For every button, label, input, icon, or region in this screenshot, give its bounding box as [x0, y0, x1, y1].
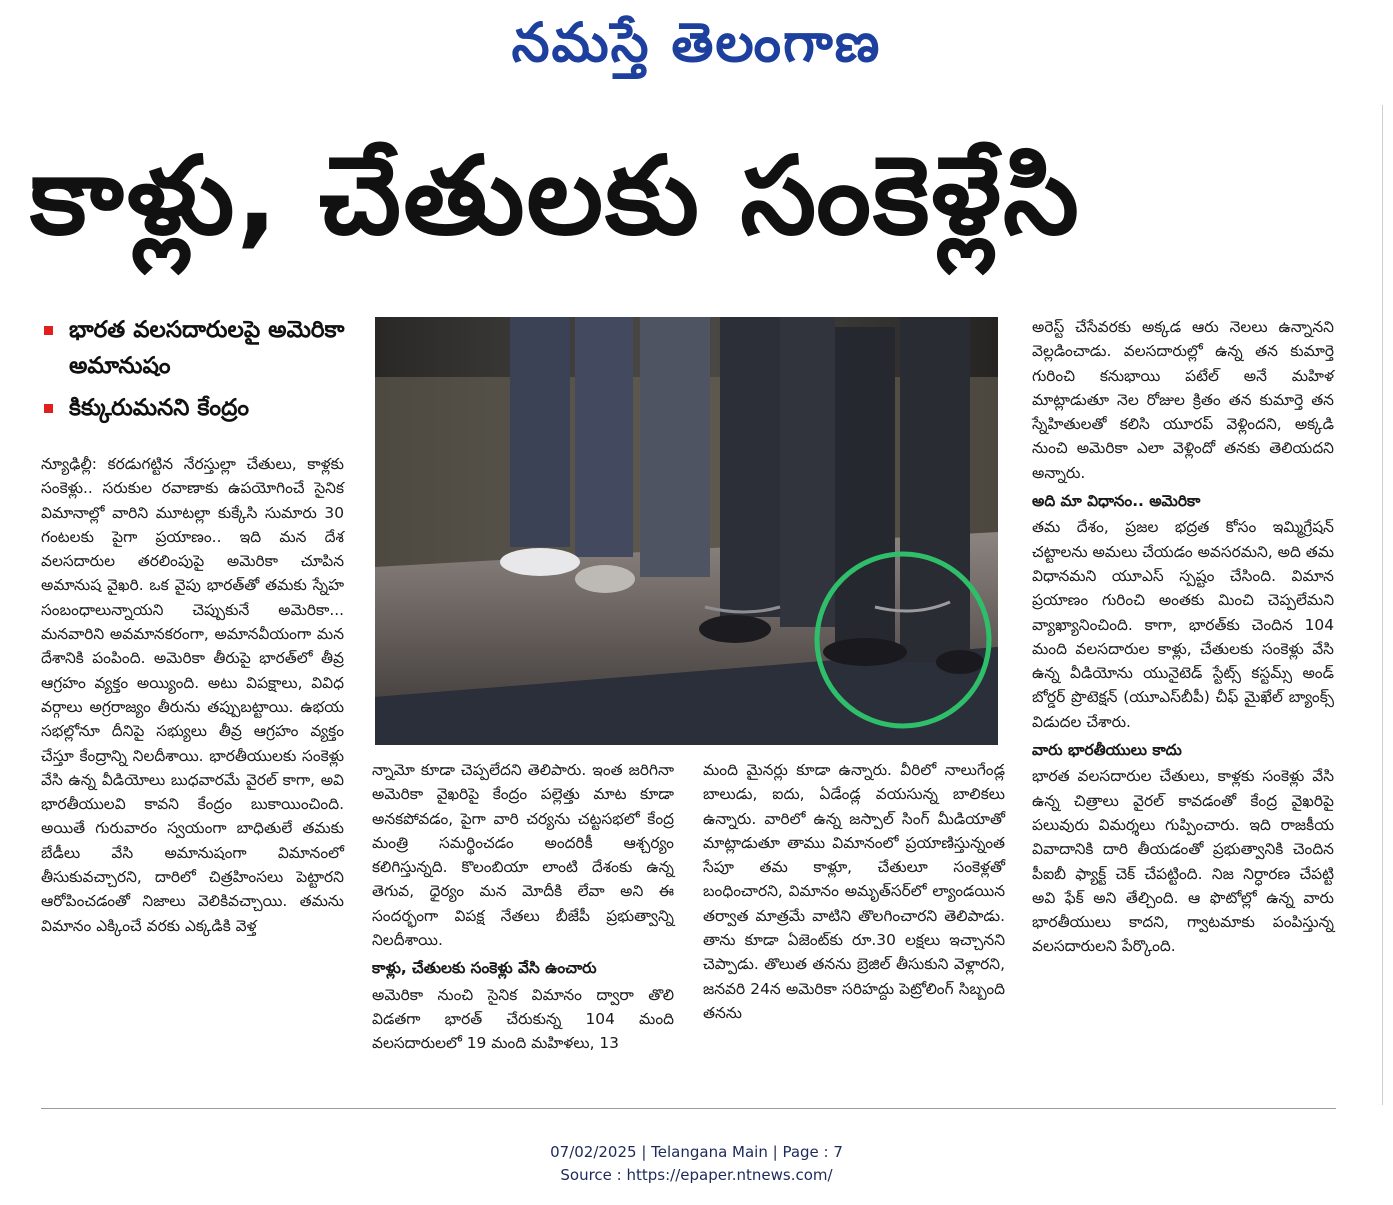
article-subhead: వారు భారతీయులు కాదు — [1032, 741, 1182, 760]
footer-date-page: 07/02/2025 | Telangana Main | Page : 7 — [550, 1143, 843, 1161]
footer-divider — [41, 1108, 1336, 1109]
article-column-1 — [41, 452, 344, 938]
bullet-square-icon — [44, 404, 53, 413]
masthead-logo: నమస్తే తెలంగాణ — [511, 10, 882, 74]
article-paragraph: తమ దేశం, ప్రజల భద్రత కోసం ఇమ్మిగ్రేషన్ చట్టాలను అమలు చేయడం అవసరమని, అది తమ విధానమని యూఎస్ స్పష్టం చేసింది. విమాన ప్రయాణం గురించి అంతకు మించి చెప్పలేమని వ్యాఖ్యానించింది. కాగా, భారత్‌కు చెందిన 104 మంది వలసదారుల కాళ్లు, చేతులకు సంకెళ్లు వేసి ఉన్న వీడియోను యునైటెడ్ స్టేట్స్ కస్టమ్స్ అండ్ బోర్డర్ ప్రొటెక్షన్ (యూఎస్‌బీపీ) చీఫ్ మైఖేల్ బ్యాంక్స్ విడుదల చేశారు. — [1032, 518, 1334, 731]
scrollbar[interactable] — [1382, 105, 1389, 1105]
article-column-4 — [1032, 315, 1334, 959]
footer-source-link[interactable]: Source : https://epaper.ntnews.com/ — [560, 1166, 833, 1184]
article-paragraph: భారత వలసదారుల చేతులు, కాళ్లకు సంకెళ్లు వేసి ఉన్న చిత్రాలు వైరల్ కావడంతో కేంద్ర వైఖరిపై పలువురు విమర్శలు గుప్పించారు. ఇది రాజకీయ వివాదానికి దారి తీయడంతో ప్రభుత్వానికి చెందిన పీఐబీ ఫ్యాక్ట్ చెక్ చేపట్టింది. నిజ నిర్ధారణ చేపట్టి అవి ఫేక్ అని తేల్చింది. ఆ ఫొటోల్లో ఉన్న వారు భారతీయులు కాదని, గ్వాటమాకు పంపిస్తున్న వలసదారులని పేర్కొంది. — [1032, 767, 1334, 956]
bullet-list — [40, 312, 350, 432]
article-paragraph: న్నామో కూడా చెప్పలేదని తెలిపారు. ఇంత జరిగినా అమెరికా వైఖరిపై కేంద్రం పల్లెత్తు మాట కూడా అనకపోవడం, పైగా వారి చర్యను చట్టసభలో కేంద్ర మంత్రి సమర్థించడం అందరికీ ఆశ్చర్యం కలిగిస్తున్నది. కొలంబియా లాంటి దేశంకు ఉన్న తెగువ, ధైర్యం మన మోదీకి లేవా అని ఈ సందర్భంగా విపక్ష నేతలు బీజేపీ ప్రభుత్వాన్ని నిలదీశాయి. — [372, 761, 674, 950]
article-paragraph: న్యూఢిల్లీ: కరడుగట్టిన నేరస్తుల్లా చేతులు, కాళ్లకు సంకెళ్లు.. సరుకుల రవాణాకు ఉపయోగించే సైనిక విమానాల్లో వారిని మూటల్లా కుక్కేసి సుమారు 30 గంటలకు పైగా ప్రయాణం.. ఇది మన దేశ వలసదారుల తరలింపుపై అమెరికా చూపిన అమానుష వైఖరి. ఒక వైపు భారత్‌తో తమకు స్నేహ సంబంధాలున్నాయని చెప్పుకునే అమెరికా... మనవారిని అవమానకరంగా, అమానవీయంగా మన దేశానికి పంపింది. అమెరికా తీరుపై భారత్‌లో తీవ్ర ఆగ్రహం వ్యక్తం అయ్యింది. అటు విపక్షాలు, వివిధ వర్గాలు అగ్రరాజ్యం తీరును తప్పుబట్టాయి. ఉభయ సభల్లోనూ దీనిపై సభ్యులు తీవ్ర ఆగ్రహం వ్యక్తం చేస్తూ కేంద్రాన్ని నిలదీశాయి. భారతీయులకు సంకెళ్లు వేసి ఉన్న వీడియోలు బుధవారమే వైరల్ కాగా, అవి భారతీయులవి కావని కేంద్రం బుకాయించింది. అయితే గురువారం స్వయంగా బాధితులే తమకు బేడీలు వేసి అమానుషంగా విమానంలో తీసుకువచ్చారని, దారిలో చిత్రహింసలు పెట్టారని ఆరోపించడంతో నిజాలు వెలికివచ్చాయి. తమను విమానం ఎక్కించే వరకు ఎక్కడికి వెళ్త — [41, 455, 344, 935]
shackled-legs-photo — [375, 317, 998, 745]
bullet-square-icon — [44, 326, 53, 335]
article-column-3 — [703, 758, 1005, 1025]
article-paragraph: అమెరికా నుంచి సైనిక విమానం ద్వారా తొలి విడతగా భారత్ చేరుకున్న 104 మంది వలసదారులలో 19 మంది మహిళలు, 13 — [372, 985, 674, 1053]
article-column-2 — [372, 758, 674, 1056]
bullet-text: భారత వలసదారులపై అమెరికా అమానుషం — [69, 317, 345, 379]
headline: కాళ్లు, చేతులకు సంకెళ్లేసి — [30, 134, 1081, 259]
article-paragraph: అరెస్ట్ చేసేవరకు అక్కడ ఆరు నెలలు ఉన్నానని వెల్లడించాడు. వలసదారుల్లో ఉన్న తన కుమార్తె గురించి కనుభాయి పటేల్ అనే మహిళ మాట్లాడుతూ నెల రోజుల క్రితం తన కుమార్తె తన స్నేహితులతో కలిసి యూరప్ వెళ్లిందని, అక్కడి నుంచి అమెరికా ఎలా వెళ్లిందో తనకు తెలియదని అన్నారు. — [1032, 318, 1334, 482]
bullet-text: కిక్కురుమనని కేంద్రం — [69, 395, 249, 421]
article-subhead: కాళ్లు, చేతులకు సంకెళ్లు వేసి ఉంచారు — [372, 959, 597, 978]
article-paragraph: మంది మైనర్లు కూడా ఉన్నారు. వీరిలో నాలుగేండ్ల బాలుడు, ఐదు, ఏడేండ్ల వయసున్న బాలికలు ఉన్నారు. వారిలో ఉన్న జస్పాల్ సింగ్ మీడియాతో మాట్లాడుతూ తాము విమానంలో ప్రయాణిస్తున్నంత సేపూ తమ కాళ్లూ, చేతులూ సంకెళ్లతో బంధించారని, విమానం అమృత్‌సర్‌లో ల్యాండయిన తర్వాత మాత్రమే వాటిని తొలగించారని తెలిపాడు. తాను కూడా ఏజెంట్‌కు రూ.30 లక్షలు ఇచ్చానని చెప్పాడు. తొలుత తనను బ్రెజిల్ తీసుకుని వెళ్లారని, జనవరి 24న అమెరికా సరిహద్దు పెట్రోలింగ్ సిబ్బంది తనను — [703, 761, 1005, 1022]
article-subhead: అది మా విధానం.. అమెరికా — [1032, 492, 1201, 511]
news-photo — [375, 317, 998, 745]
bullet-item — [40, 312, 350, 384]
bullet-item — [40, 390, 350, 426]
